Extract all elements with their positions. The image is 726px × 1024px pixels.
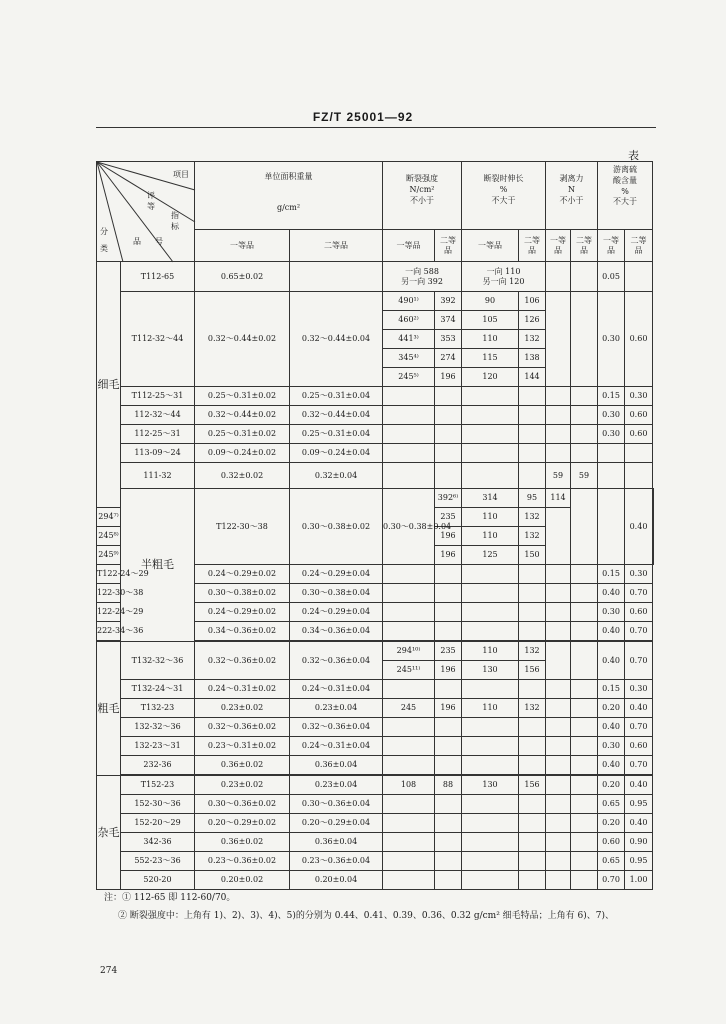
acid-second: 0.70 xyxy=(625,718,653,737)
acid-first: 0.30 xyxy=(598,737,625,756)
strength-first: 460²⁾ xyxy=(383,311,435,330)
mass-first: 0.23～0.31±0.02 xyxy=(195,737,290,756)
acid-first: 0.15 xyxy=(598,680,625,699)
strength-second-header: 二等 品 xyxy=(435,230,462,262)
acid-second: 0.30 xyxy=(625,680,653,699)
product-code: 132-32～36 xyxy=(121,718,195,737)
peel-first xyxy=(546,262,571,292)
mass-second: 0.25～0.31±0.04 xyxy=(290,425,383,444)
product-code: 122-24～29 xyxy=(97,603,121,622)
table-label: 表 xyxy=(628,149,639,162)
mass-first: 0.30～0.38±0.02 xyxy=(195,584,290,603)
mass-first: 0.20～0.29±0.02 xyxy=(195,814,290,833)
acid-second: 0.60 xyxy=(625,737,653,756)
product-code: T112-65 xyxy=(121,262,195,292)
acid-second xyxy=(625,262,653,292)
mass-second: 0.32±0.04 xyxy=(290,463,383,489)
strength-first: 108 xyxy=(383,776,435,795)
mass-first: 0.30～0.38±0.02 xyxy=(290,489,383,565)
acid-title-1: 游离硫 xyxy=(613,165,637,174)
group-label-half-coarse: 半粗毛 xyxy=(121,489,195,642)
product-code: T132-23 xyxy=(121,699,195,718)
product-code: T152-23 xyxy=(121,776,195,795)
elongation-first: 105 xyxy=(462,311,519,330)
strength-unit: N/cm² xyxy=(409,184,435,194)
product-code: T112-32～44 xyxy=(121,292,195,387)
product-code: T132-32～36 xyxy=(121,642,195,680)
elongation-first: 120 xyxy=(462,368,519,387)
mass-second: 0.32～0.36±0.04 xyxy=(290,642,383,680)
acid-second: 0.70 xyxy=(625,642,653,680)
acid-first: 0.40 xyxy=(598,756,625,775)
strength-first: 245⁹⁾ xyxy=(97,546,121,565)
acid-second: 0.60 xyxy=(625,603,653,622)
strength-second: 374 xyxy=(435,311,462,330)
elongation-second: 144 xyxy=(519,368,546,387)
strength-second: 235 xyxy=(435,508,462,527)
peel-second-header: 二等 品 xyxy=(571,230,598,262)
mass-second-header: 二等品 xyxy=(290,230,383,262)
corner-header-cell xyxy=(97,162,195,262)
table-row xyxy=(97,718,654,737)
acid-second: 0.60 xyxy=(625,292,653,387)
note-1: 注：① 112-65 即 112-60/70。 xyxy=(104,893,236,903)
mass-first: 0.25～0.31±0.02 xyxy=(195,387,290,406)
header-rule xyxy=(96,127,656,128)
table-row xyxy=(97,489,654,508)
table-row xyxy=(97,737,654,756)
mass-second: 0.30～0.38±0.04 xyxy=(383,489,435,565)
elongation-second: 132 xyxy=(519,330,546,349)
acid-first: 0.70 xyxy=(598,871,625,890)
strength-second: 196 xyxy=(435,546,462,565)
strength-first: 490¹⁾ xyxy=(383,292,435,311)
mass-first: 0.25～0.31±0.02 xyxy=(195,425,290,444)
mass-first-header: 一等品 xyxy=(195,230,290,262)
acid-second: 0.30 xyxy=(625,565,653,584)
mass-second: 0.34～0.36±0.04 xyxy=(290,622,383,641)
mass-second: 0.24～0.29±0.04 xyxy=(290,603,383,622)
acid-second: 0.60 xyxy=(625,425,653,444)
table-row xyxy=(97,852,654,871)
strength-second: 196 xyxy=(435,661,462,680)
acid-first: 0.15 xyxy=(598,387,625,406)
acid-second: 0.60 xyxy=(625,406,653,425)
peel-unit: N xyxy=(568,184,575,194)
strength-second: 274 xyxy=(435,349,462,368)
elongation-first: 110 xyxy=(462,699,519,718)
acid-first: 0.40 xyxy=(598,584,625,603)
strength-title: 断裂强度 xyxy=(406,174,438,183)
acid-first: 0.40 xyxy=(598,718,625,737)
peel-header xyxy=(546,162,598,230)
acid-first: 0.40 xyxy=(598,622,625,641)
group-label-fine: 细毛 xyxy=(97,262,121,508)
product-code: 552-23～36 xyxy=(121,852,195,871)
elongation-first: 110 xyxy=(462,330,519,349)
strength-first: 245⁸⁾ xyxy=(97,527,121,546)
table-row xyxy=(97,871,654,890)
strength-first: 441³⁾ xyxy=(383,330,435,349)
mass-second: 0.24～0.31±0.04 xyxy=(290,680,383,699)
strength-second: 196 xyxy=(435,368,462,387)
strength-first: 245 xyxy=(383,699,435,718)
peel-limit: 不小于 xyxy=(559,195,584,205)
strength-first: 392⁶⁾ xyxy=(435,489,462,508)
peel-second xyxy=(571,262,598,292)
mass-unit: g/cm² xyxy=(276,202,301,212)
mass-second: 0.32～0.44±0.04 xyxy=(290,406,383,425)
elongation-first: 130 xyxy=(462,776,519,795)
acid-limit: 不大于 xyxy=(613,197,637,207)
table-row xyxy=(97,463,654,489)
elongation-cell: 一向 110 另一向 120 xyxy=(462,262,546,292)
acid-second: 0.30 xyxy=(625,387,653,406)
acid-first: 0.30 xyxy=(598,292,625,387)
product-code: 342-36 xyxy=(121,833,195,852)
mass-header xyxy=(195,162,383,230)
acid-first: 0.30 xyxy=(598,603,625,622)
strength-first: 245⁵⁾ xyxy=(383,368,435,387)
mass-first: 0.65±0.02 xyxy=(195,262,290,292)
strength-second: 196 xyxy=(435,527,462,546)
table-row xyxy=(97,756,654,775)
product-code: T122-30～38 xyxy=(195,489,290,565)
mass-first: 0.09～0.24±0.02 xyxy=(195,444,290,463)
elongation-first-header: 一等品 xyxy=(462,230,519,262)
acid-second-header: 二等 品 xyxy=(625,230,653,262)
mass-first: 0.32±0.02 xyxy=(195,463,290,489)
peel-first: 59 xyxy=(546,463,571,489)
elongation-first: 125 xyxy=(462,546,519,565)
acid-second: 0.40 xyxy=(625,814,653,833)
product-code: 520-20 xyxy=(121,871,195,890)
mass-first: 0.23～0.36±0.02 xyxy=(195,852,290,871)
product-code: 111-32 xyxy=(121,463,195,489)
acid-header xyxy=(598,162,653,230)
corner-item: 项目 xyxy=(173,170,189,179)
table-row xyxy=(97,795,654,814)
product-code: 112-32～44 xyxy=(121,406,195,425)
strength-first: 294⁷⁾ xyxy=(97,508,121,527)
strength-second: 88 xyxy=(435,776,462,795)
acid-second: 0.70 xyxy=(625,622,653,641)
mass-second: 0.36±0.04 xyxy=(290,756,383,775)
strength-second: 314 xyxy=(462,489,519,508)
strength-header xyxy=(383,162,462,230)
acid-unit: % xyxy=(621,186,629,196)
mass-second: 0.36±0.04 xyxy=(290,833,383,852)
elongation-first: 110 xyxy=(462,527,519,546)
peel-first xyxy=(546,642,571,680)
corner-index: 指标 xyxy=(171,211,179,232)
mass-second: 0.23±0.04 xyxy=(290,699,383,718)
acid-second: 0.40 xyxy=(625,699,653,718)
acid-second: 1.00 xyxy=(625,871,653,890)
mass-first: 0.32～0.36±0.02 xyxy=(195,718,290,737)
elongation-first: 130 xyxy=(462,661,519,680)
strength-first: 294¹⁰⁾ xyxy=(383,642,435,661)
page-number: 274 xyxy=(100,966,118,976)
mass-second: 0.09～0.24±0.04 xyxy=(290,444,383,463)
corner-grade: 评等 xyxy=(147,191,155,212)
mass-second: 0.20±0.04 xyxy=(290,871,383,890)
table-row xyxy=(97,699,654,718)
table-row xyxy=(97,776,654,795)
elongation-second: 132 xyxy=(519,508,546,527)
mass-first: 0.24～0.31±0.02 xyxy=(195,680,290,699)
table-row xyxy=(97,262,654,292)
mass-first: 0.36±0.02 xyxy=(195,833,290,852)
group-label-misc: 杂毛 xyxy=(97,776,121,890)
mass-second: 0.30～0.38±0.04 xyxy=(290,584,383,603)
strength-second: 196 xyxy=(435,699,462,718)
product-code: 113-09～24 xyxy=(121,444,195,463)
mass-first: 0.32～0.36±0.02 xyxy=(195,642,290,680)
table-row xyxy=(97,444,654,463)
product-code: 122-30～38 xyxy=(97,584,121,603)
elongation-second: 150 xyxy=(519,546,546,565)
peel-first xyxy=(546,292,571,387)
strength-second: 353 xyxy=(435,330,462,349)
mass-second: 0.23±0.04 xyxy=(290,776,383,795)
elongation-second-header: 二等 品 xyxy=(519,230,546,262)
mass-title: 单位面积重量 xyxy=(264,172,313,181)
strength-first: 345⁴⁾ xyxy=(383,349,435,368)
mass-second: 0.25～0.31±0.04 xyxy=(290,387,383,406)
mass-second: 0.32～0.44±0.04 xyxy=(290,292,383,387)
peel-second xyxy=(571,292,598,387)
note-2: ② 断裂强度中：上角有 1)、2)、3)、4)、5)的分别为 0.44、0.41、0.39、0.36、0.32 g/cm² 细毛特品；上角有 6)、7)、 xyxy=(118,911,614,921)
acid-first: 0.65 xyxy=(598,852,625,871)
acid-first: 0.30 xyxy=(598,406,625,425)
table-row xyxy=(97,833,654,852)
acid-first: 0.20 xyxy=(598,776,625,795)
acid-first: 0.30 xyxy=(598,425,625,444)
elongation-unit: % xyxy=(499,184,508,194)
table-row xyxy=(97,680,654,699)
mass-first: 0.24～0.29±0.02 xyxy=(195,603,290,622)
table-row xyxy=(97,425,654,444)
acid-first: 0.40 xyxy=(625,489,653,565)
mass-second: 0.23～0.36±0.04 xyxy=(290,852,383,871)
acid-first: 0.20 xyxy=(598,814,625,833)
product-code: 132-23～31 xyxy=(121,737,195,756)
strength-first-header: 一等品 xyxy=(383,230,435,262)
acid-second: 0.95 xyxy=(625,795,653,814)
peel-second: 59 xyxy=(571,463,598,489)
elongation-second: 132 xyxy=(519,527,546,546)
elongation-second: 114 xyxy=(546,489,571,508)
elongation-header xyxy=(462,162,546,230)
acid-first: 0.15 xyxy=(598,565,625,584)
mass-second: 0.32～0.36±0.04 xyxy=(290,718,383,737)
mass-first: 0.36±0.02 xyxy=(195,756,290,775)
elongation-first: 110 xyxy=(462,508,519,527)
acid-second: 0.40 xyxy=(625,776,653,795)
spec-table xyxy=(96,161,654,890)
corner-product: 品号 xyxy=(133,237,177,246)
acid-first: 0.05 xyxy=(598,262,625,292)
acid-second: 0.70 xyxy=(625,584,653,603)
product-code: 222-34～36 xyxy=(97,622,121,641)
elongation-first: 90 xyxy=(462,292,519,311)
peel-second xyxy=(571,642,598,680)
mass-second: 0.24～0.29±0.04 xyxy=(290,565,383,584)
group-label-coarse: 粗毛 xyxy=(97,642,121,776)
elongation-second: 156 xyxy=(519,661,546,680)
product-code: T122-24～29 xyxy=(97,565,121,584)
corner-category: 分类 xyxy=(100,227,108,253)
table-row xyxy=(97,387,654,406)
mass-first: 0.23±0.02 xyxy=(195,776,290,795)
acid-second: 0.70 xyxy=(625,756,653,775)
mass-first: 0.23±0.02 xyxy=(195,699,290,718)
elongation-second: 106 xyxy=(519,292,546,311)
strength-second: 235 xyxy=(435,642,462,661)
mass-first: 0.32～0.44±0.02 xyxy=(195,406,290,425)
strength-cell: 一向 588 另一向 392 xyxy=(383,262,462,292)
peel-title: 剥离力 xyxy=(559,174,584,183)
peel-second xyxy=(598,489,625,565)
product-code: 112-25～31 xyxy=(121,425,195,444)
elongation-second: 138 xyxy=(519,349,546,368)
elongation-title: 断裂时伸长 xyxy=(483,174,524,183)
mass-first: 0.24～0.29±0.02 xyxy=(195,565,290,584)
acid-first: 0.65 xyxy=(598,795,625,814)
product-code: 152-30～36 xyxy=(121,795,195,814)
mass-first: 0.32～0.44±0.02 xyxy=(195,292,290,387)
peel-first xyxy=(571,489,598,565)
table-row xyxy=(97,292,654,311)
table-row xyxy=(97,642,654,661)
mass-second: 0.20～0.29±0.04 xyxy=(290,814,383,833)
strength-first: 245¹¹⁾ xyxy=(383,661,435,680)
table-row xyxy=(97,814,654,833)
acid-first-header: 一等 品 xyxy=(598,230,625,262)
product-code: T132-24～31 xyxy=(121,680,195,699)
elongation-second: 132 xyxy=(519,642,546,661)
acid-second xyxy=(653,489,654,565)
mass-first: 0.30～0.36±0.02 xyxy=(195,795,290,814)
acid-first: 0.60 xyxy=(598,833,625,852)
acid-first: 0.40 xyxy=(598,642,625,680)
product-code: 152-20～29 xyxy=(121,814,195,833)
product-code: T112-25～31 xyxy=(121,387,195,406)
elongation-second: 156 xyxy=(519,776,546,795)
elongation-limit: 不大于 xyxy=(491,195,516,205)
acid-title-2: 酸含量 xyxy=(613,175,637,185)
mass-second: 0.30～0.36±0.04 xyxy=(290,795,383,814)
page-header: FZ/T 25001—92 xyxy=(312,110,414,124)
mass-first: 0.34～0.36±0.02 xyxy=(195,622,290,641)
mass-first: 0.20±0.02 xyxy=(195,871,290,890)
product-code: 232-36 xyxy=(121,756,195,775)
peel-first-header: 一等 品 xyxy=(546,230,571,262)
strength-limit: 不小于 xyxy=(410,195,434,205)
acid-second: 0.90 xyxy=(625,833,653,852)
elongation-second: 126 xyxy=(519,311,546,330)
elongation-second: 132 xyxy=(519,699,546,718)
elongation-first: 95 xyxy=(519,489,546,508)
mass-second xyxy=(290,262,383,292)
table-row xyxy=(97,406,654,425)
mass-second: 0.24～0.31±0.04 xyxy=(290,737,383,756)
acid-first: 0.20 xyxy=(598,699,625,718)
strength-second: 392 xyxy=(435,292,462,311)
elongation-first: 110 xyxy=(462,642,519,661)
acid-second: 0.95 xyxy=(625,852,653,871)
elongation-first: 115 xyxy=(462,349,519,368)
